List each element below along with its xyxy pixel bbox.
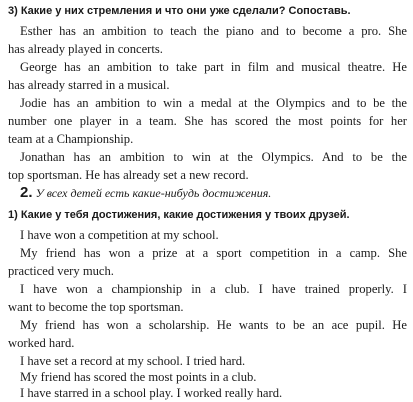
- paragraph-line: has already starred in a musical.: [8, 78, 170, 92]
- section-1-heading: 1) Какие у тебя достижения, какие достижения у твоих друзей.: [8, 209, 350, 221]
- paragraph-line: number one player in a team. She has scored the most points for her: [8, 114, 407, 128]
- paragraph-line: want to become the top sportsman.: [8, 300, 184, 314]
- paragraph-line: I have set a record at my school. I tried hard.: [20, 354, 246, 368]
- paragraph-line: practiced very much.: [8, 264, 114, 278]
- paragraph-line: My friend has scored the most points in a club.: [20, 370, 257, 384]
- paragraph-line: worked hard.: [8, 336, 75, 350]
- paragraph-line: My friend has won a prize at a sport competition in a camp. She: [20, 246, 407, 260]
- section-3-heading: 3) Какие у них стремления и что они уже сделали? Сопоставь.: [8, 5, 351, 17]
- task-text: У всех детей есть какие-нибудь достижения.: [35, 186, 272, 200]
- paragraph-line: George has an ambition to take part in film and musical theatre. He: [20, 60, 407, 74]
- paragraph-line: My friend has won a scholarship. He wants to be an ace pupil. He: [20, 318, 407, 332]
- paragraph-line: I have won a competition at my school.: [20, 228, 219, 242]
- paragraph-line: Esther has an ambition to teach the piano and to become a pro. She: [20, 24, 407, 38]
- paragraph-line: has already played in concerts.: [8, 42, 163, 56]
- paragraph-line: team at a Championship.: [8, 132, 134, 146]
- paragraph-line: Jonathan has an ambition to win at the Olympics. And to be the: [20, 150, 407, 164]
- paragraph-line: I have starred in a school play. I worked really hard.: [20, 386, 283, 400]
- paragraph-line: Jodie has an ambition to win a medal at the Olympics and to be the: [20, 96, 407, 110]
- task-number: 2.: [20, 184, 33, 201]
- paragraph-line: top sportsman. He has already set a new record.: [8, 168, 249, 182]
- task-2: [20, 184, 407, 202]
- paragraph-line: I have won a championship in a club. I have trained properly. I: [20, 282, 407, 296]
